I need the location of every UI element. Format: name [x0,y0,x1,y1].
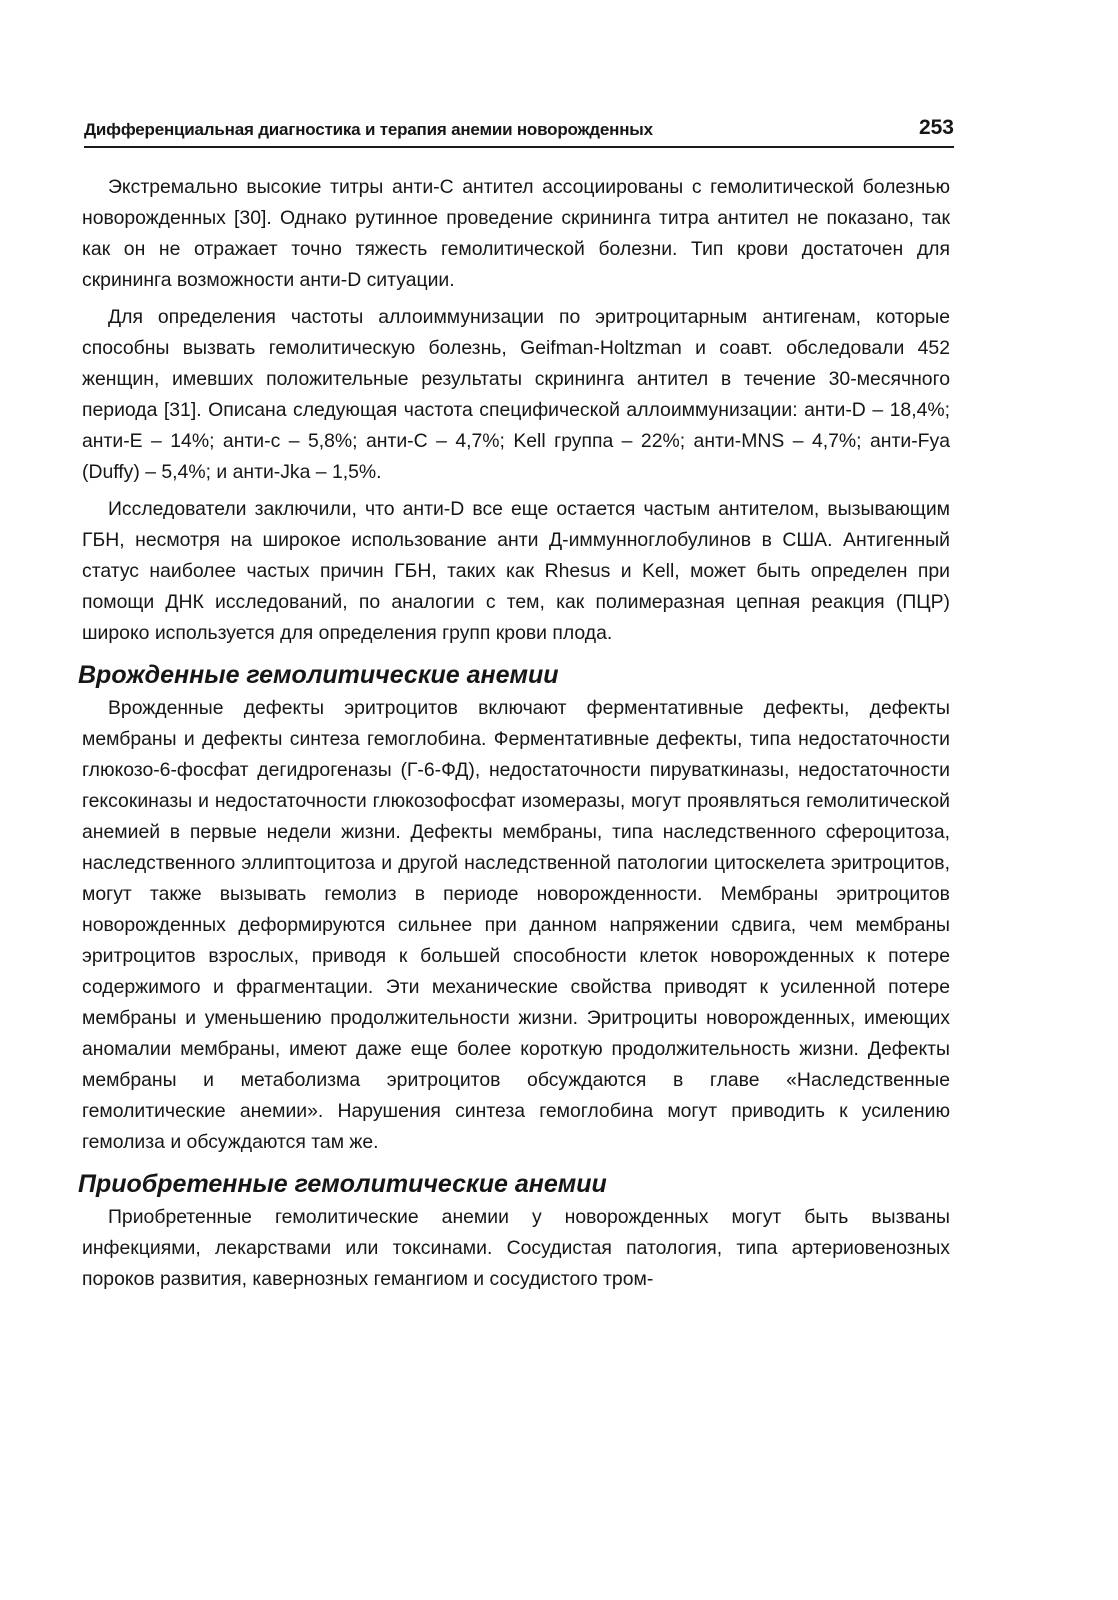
page-number: 253 [918,116,954,139]
paragraph-researchers-conclusion: Исследователи заключили, что анти-D все еще остается частым антителом, вызывающим ГБН, несмотря на широкое использование анти Д-иммунноглобулинов в США. Антигенный статус наиболее частых причин ГБН, таких как Rhesus и Kell, может быть определен при помощи ДНК исследований, по аналогии с тем, как полимеразная цепная реакция (ПЦР) широко используется для определения групп крови плода. [82,498,950,644]
running-title: Дифференциальная диагностика и терапия анемии новорожденных [84,120,653,139]
paragraph-acquired-anemias: Приобретенные гемолитические анемии у новорожденных могут быть вызваны инфекциями, лекарствами или токсинами. Сосудистая патология, типа артериовенозных пороков развития, кавернозных гемангиом и сосудистого тром- [82,1206,950,1290]
paragraph-anti-c-titers: Экстремально высокие титры анти-С антител ассоциированы с гемолитической болезнью новорожденных [30]. Однако рутинное проведение скрининга титра антител не показано, так как он не отражает точно тяжесть гемолитической болезни. Тип крови достаточен для скрининга возможности анти-D ситуации. [82,176,950,291]
paragraph-congenital-defects: Врожденные дефекты эритроцитов включают ферментативные дефекты, дефекты мембраны и дефекты синтеза гемоглобина. Ферментативные дефекты, типа недостаточности глюкозо-6-фосфат дегидрогеназы (Г-6-ФД), недостаточности пируваткиназы, недостаточности гексокиназы и недостаточности глюкозофосфат изомеразы, могут проявляться гемолитической анемией в первые недели жизни. Дефекты мембраны, типа наследственного сфероцитоза, наследственного эллиптоцитоза и другой наследственной патологии цитоскелета эритроцитов, могут также вызывать гемолиз в периоде новорожденности. Мембраны эритроцитов новорожденных деформируются сильнее при данном напряжении сдвига, чем мембраны эритроцитов взрослых, приводя к большей способности клеток новорожденных к потере содержимого и фрагментации. Эти механические свойства приводят к усиленной потере мембраны и уменьшению продолжительности жизни. Эритроциты новорожденных, имеющих аномалии мембраны, имеют даже еще более короткую продолжительность жизни. Дефекты мембраны и метаболизма эритроцитов обсуждаются в главе «Наследственные гемолитические анемии». Нарушения синтеза гемоглобина могут приводить к усилению гемолиза и обсуждаются там же. [82,697,950,1153]
section-heading-congenital: Врожденные гемолитические анемии [78,661,559,689]
section-heading-acquired: Приобретенные гемолитические анемии [78,1170,607,1198]
body-text [78,172,950,1301]
running-header [84,116,954,148]
paragraph-alloimmunization-frequency: Для определения частоты аллоиммунизации по эритроцитарным антигенам, которые способны вызвать гемолитическую болезнь, Geifman-Holtzman и соавт. обследовали 452 женщин, имевших положительные результаты скрининга антител в течение 30-месячного периода [31]. Описана следующая частота специфической аллоиммунизации: анти-D – 18,4%; анти-E – 14%; анти-c – 5,8%; анти-C – 4,7%; Kell группа – 22%; анти-MNS – 4,7%; анти-Fya (Duffy) – 5,4%; и анти-Jka – 1,5%. [82,306,950,483]
